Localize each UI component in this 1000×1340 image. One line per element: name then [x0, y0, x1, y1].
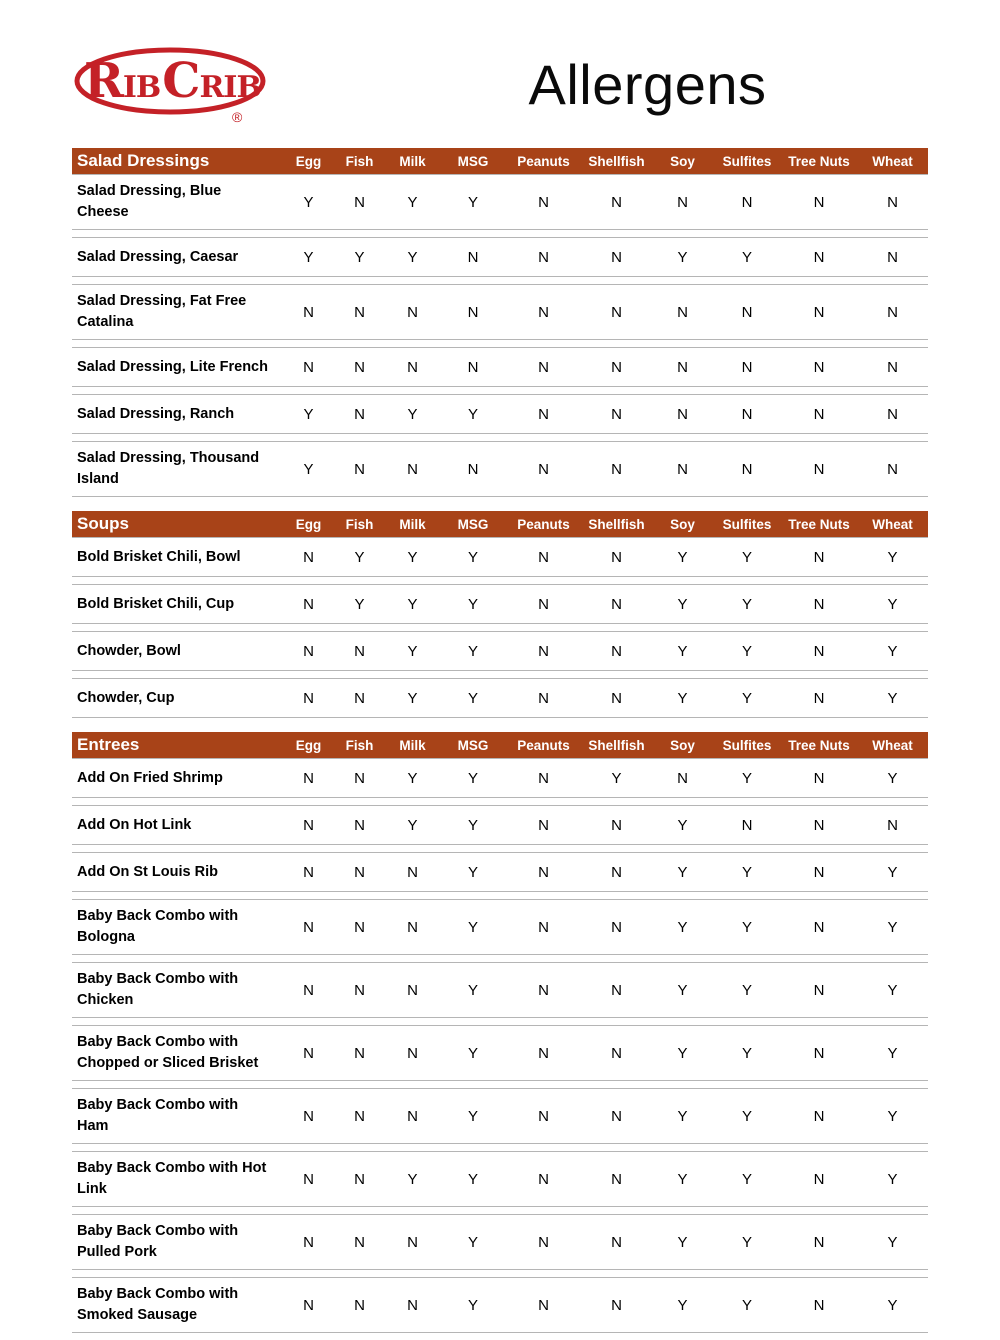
column-header-sulfites: Sulfites — [722, 737, 772, 753]
allergen-value: N — [611, 1107, 622, 1125]
logo-text: RIBCRIB — [84, 52, 261, 109]
allergen-value: N — [538, 303, 549, 321]
column-header-soy: Soy — [670, 153, 695, 169]
column-header-wheat: Wheat — [872, 737, 913, 753]
allergen-value: Y — [407, 248, 418, 266]
item-name: Bold Brisket Chili, Bowl — [77, 548, 241, 565]
table-row — [72, 899, 928, 955]
table-row — [72, 237, 928, 277]
allergen-value: N — [407, 460, 418, 478]
allergen-value: Y — [887, 689, 898, 707]
allergen-value: N — [354, 1233, 365, 1251]
allergen-value: Y — [677, 689, 688, 707]
allergen-value: N — [813, 769, 825, 787]
registered-mark: ® — [232, 108, 243, 125]
column-header-milk: Milk — [399, 153, 426, 169]
column-header-wheat: Wheat — [872, 153, 913, 169]
section-header — [72, 732, 928, 758]
allergen-table — [72, 148, 928, 1333]
allergen-value: N — [407, 1044, 418, 1062]
allergen-value: Y — [887, 595, 898, 613]
allergen-value: Y — [303, 193, 314, 211]
allergen-value: Y — [467, 1107, 478, 1125]
allergen-value: N — [677, 358, 688, 376]
item-name: Baby Back Combo with Hot Link — [77, 1160, 267, 1198]
allergen-value: Y — [407, 595, 418, 613]
allergen-value: N — [813, 358, 825, 376]
column-header-tree-nuts: Tree Nuts — [788, 153, 850, 169]
column-header-msg: MSG — [457, 153, 489, 169]
table-row — [72, 631, 928, 671]
column-header-sulfites: Sulfites — [722, 153, 772, 169]
allergen-value: N — [677, 193, 688, 211]
allergen-value: N — [741, 193, 753, 211]
allergen-value: Y — [467, 863, 478, 881]
allergen-value: Y — [887, 1170, 898, 1188]
table-row — [72, 1151, 928, 1207]
column-header-fish: Fish — [345, 153, 374, 169]
column-header-shellfish: Shellfish — [588, 516, 645, 532]
allergen-value: N — [407, 1233, 418, 1251]
allergen-value: N — [813, 595, 825, 613]
allergen-value: N — [303, 303, 314, 321]
column-header-fish: Fish — [345, 737, 374, 753]
column-header-peanuts: Peanuts — [517, 516, 570, 532]
allergen-value: N — [813, 918, 825, 936]
allergen-value: N — [467, 248, 479, 266]
allergen-value: N — [303, 595, 314, 613]
allergen-value: N — [538, 769, 549, 787]
table-row — [72, 758, 928, 798]
item-name: Baby Back Combo with Chopped or Sliced Brisket — [77, 1034, 259, 1072]
section-title: Salad Dressings — [77, 151, 210, 170]
allergen-value: N — [538, 460, 549, 478]
item-name: Add On St Louis Rib — [77, 863, 218, 880]
allergen-value: Y — [354, 248, 365, 266]
allergen-value: N — [354, 981, 365, 999]
allergen-value: Y — [677, 1233, 688, 1251]
allergen-value: N — [611, 981, 622, 999]
allergen-value: N — [813, 405, 825, 423]
allergen-value: N — [303, 918, 314, 936]
page-header — [72, 34, 928, 134]
allergen-value: N — [538, 816, 549, 834]
allergen-value: Y — [741, 548, 752, 566]
allergen-value: Y — [741, 1107, 752, 1125]
ribcrib-logo — [72, 37, 277, 132]
allergen-value: N — [611, 863, 622, 881]
allergen-value: Y — [677, 1044, 688, 1062]
allergen-value: Y — [677, 595, 688, 613]
allergen-value: N — [538, 405, 549, 423]
allergen-value: Y — [467, 816, 478, 834]
allergen-value: N — [303, 1170, 314, 1188]
section-title: Soups — [77, 514, 129, 534]
table-row — [72, 584, 928, 624]
allergen-value: N — [611, 248, 622, 266]
allergen-value: Y — [467, 918, 478, 936]
allergen-value: N — [538, 548, 549, 566]
allergen-value: N — [354, 1170, 365, 1188]
allergen-value: N — [611, 1296, 622, 1314]
allergen-value: Y — [741, 1233, 752, 1251]
allergen-value: Y — [407, 405, 418, 423]
allergen-value: N — [611, 548, 622, 566]
allergen-value: N — [407, 863, 418, 881]
column-header-peanuts: Peanuts — [517, 737, 570, 753]
allergen-value: N — [813, 460, 825, 478]
allergen-value: Y — [303, 405, 314, 423]
table-row — [72, 347, 928, 387]
allergen-value: Y — [741, 642, 752, 660]
allergen-value: N — [303, 816, 314, 834]
item-name: Baby Back Combo with Pulled Pork — [77, 1223, 239, 1261]
allergen-value: Y — [354, 595, 365, 613]
column-header-egg: Egg — [295, 153, 322, 169]
allergen-value: N — [303, 548, 314, 566]
allergen-value: Y — [887, 918, 898, 936]
allergen-value: N — [611, 1233, 622, 1251]
item-name: Chowder, Cup — [77, 689, 175, 706]
allergen-value: Y — [741, 1170, 752, 1188]
allergen-value: Y — [741, 863, 752, 881]
allergen-value: Y — [677, 863, 688, 881]
allergen-value: N — [303, 689, 314, 707]
allergen-value: N — [407, 358, 418, 376]
allergen-value: N — [354, 642, 365, 660]
column-header-wheat: Wheat — [872, 516, 913, 532]
allergen-value: N — [611, 642, 622, 660]
column-header-egg: Egg — [295, 737, 322, 753]
allergen-value: Y — [407, 816, 418, 834]
allergen-value: N — [813, 689, 825, 707]
allergen-value: N — [677, 405, 688, 423]
column-header-fish: Fish — [345, 516, 374, 532]
allergen-value: Y — [741, 595, 752, 613]
allergen-value: Y — [741, 1296, 752, 1314]
allergen-value: N — [354, 918, 365, 936]
ribcrib-logo-icon — [72, 37, 272, 127]
item-name: Salad Dressing, Fat Free Catalina — [77, 293, 247, 331]
section-title: Entrees — [77, 735, 140, 755]
allergen-value: Y — [467, 981, 478, 999]
allergen-value: N — [741, 816, 753, 834]
allergen-value: N — [887, 193, 898, 211]
allergen-value: N — [611, 689, 622, 707]
allergen-value: Y — [887, 1044, 898, 1062]
allergen-value: N — [303, 642, 314, 660]
allergen-value: N — [813, 303, 825, 321]
allergen-value: N — [538, 358, 549, 376]
allergen-value: N — [813, 1233, 825, 1251]
column-header-soy: Soy — [670, 737, 695, 753]
allergen-value: Y — [467, 405, 478, 423]
allergen-value: Y — [467, 1044, 478, 1062]
allergen-value: N — [813, 548, 825, 566]
table-row — [72, 962, 928, 1018]
allergen-value: N — [611, 358, 622, 376]
allergen-value: Y — [407, 193, 418, 211]
allergen-value: Y — [467, 642, 478, 660]
allergen-value: Y — [677, 918, 688, 936]
allergen-value: N — [611, 193, 622, 211]
allergen-value: N — [813, 1296, 825, 1314]
allergen-value: N — [677, 303, 688, 321]
column-header-soy: Soy — [670, 516, 695, 532]
allergen-value: N — [303, 981, 314, 999]
allergen-value: Y — [407, 689, 418, 707]
allergen-value: Y — [741, 689, 752, 707]
allergen-value: N — [741, 303, 753, 321]
allergen-value: Y — [741, 1044, 752, 1062]
allergen-value: N — [303, 769, 314, 787]
item-name: Baby Back Combo with Bologna — [77, 908, 239, 946]
allergen-value: Y — [303, 460, 314, 478]
allergen-value: N — [611, 918, 622, 936]
allergen-value: N — [354, 193, 365, 211]
allergen-value: Y — [467, 193, 478, 211]
item-name: Salad Dressing, Thousand Island — [77, 450, 260, 488]
allergen-value: Y — [611, 769, 622, 787]
item-name: Chowder, Bowl — [77, 642, 181, 659]
allergen-value: N — [611, 460, 622, 478]
allergen-value: N — [303, 863, 314, 881]
allergen-value: N — [303, 358, 314, 376]
allergen-value: Y — [677, 1296, 688, 1314]
allergen-value: N — [813, 642, 825, 660]
table-row — [72, 805, 928, 845]
allergen-value: Y — [677, 981, 688, 999]
allergen-value: N — [303, 1233, 314, 1251]
section-header — [72, 148, 928, 174]
allergen-value: N — [611, 1044, 622, 1062]
allergen-value: N — [354, 303, 365, 321]
column-header-tree-nuts: Tree Nuts — [788, 737, 850, 753]
item-name: Baby Back Combo with Smoked Sausage — [77, 1286, 239, 1324]
allergen-value: N — [407, 1296, 418, 1314]
column-header-msg: MSG — [457, 737, 489, 753]
table-row — [72, 852, 928, 892]
item-name: Add On Fried Shrimp — [77, 769, 223, 786]
allergen-value: N — [354, 460, 365, 478]
column-header-shellfish: Shellfish — [588, 737, 645, 753]
allergen-value: N — [538, 1233, 549, 1251]
allergen-value: N — [813, 1107, 825, 1125]
allergen-value: Y — [467, 769, 478, 787]
allergen-value: N — [354, 1107, 365, 1125]
allergen-value: Y — [467, 548, 478, 566]
allergen-value: Y — [887, 769, 898, 787]
allergen-value: N — [354, 816, 365, 834]
table-row — [72, 1214, 928, 1270]
column-header-peanuts: Peanuts — [517, 153, 570, 169]
allergen-value: N — [887, 248, 898, 266]
section-soups — [72, 511, 928, 718]
allergen-value: Y — [741, 769, 752, 787]
table-row — [72, 678, 928, 718]
allergen-value: N — [611, 595, 622, 613]
item-name: Salad Dressing, Caesar — [77, 248, 239, 265]
allergen-value: N — [538, 1170, 549, 1188]
allergen-value: N — [467, 303, 479, 321]
allergen-value: N — [741, 405, 753, 423]
column-header-milk: Milk — [399, 737, 426, 753]
allergen-value: Y — [677, 816, 688, 834]
allergen-value: Y — [354, 548, 365, 566]
allergen-value: N — [354, 769, 365, 787]
section-salad-dressings — [72, 148, 928, 497]
allergen-value: N — [813, 248, 825, 266]
allergen-value: N — [354, 405, 365, 423]
column-header-tree-nuts: Tree Nuts — [788, 516, 850, 532]
table-row — [72, 284, 928, 340]
allergen-value: Y — [467, 595, 478, 613]
item-name: Baby Back Combo with Chicken — [77, 971, 239, 1009]
allergen-value: N — [407, 918, 418, 936]
allergen-value: Y — [407, 1170, 418, 1188]
allergen-value: N — [538, 1107, 549, 1125]
item-name: Add On Hot Link — [77, 816, 192, 833]
allergen-value: Y — [677, 248, 688, 266]
allergen-value: N — [303, 1296, 314, 1314]
allergen-value: N — [538, 595, 549, 613]
allergen-value: N — [354, 358, 365, 376]
allergen-value: Y — [887, 548, 898, 566]
allergen-value: N — [538, 642, 549, 660]
allergen-value: N — [813, 1044, 825, 1062]
allergen-value: N — [887, 358, 898, 376]
allergen-value: N — [407, 981, 418, 999]
allergen-value: N — [813, 193, 825, 211]
allergen-value: Y — [467, 1296, 478, 1314]
allergen-value: Y — [677, 642, 688, 660]
allergen-value: Y — [407, 769, 418, 787]
column-header-sulfites: Sulfites — [722, 516, 772, 532]
allergen-value: N — [538, 1296, 549, 1314]
allergen-value: N — [887, 303, 898, 321]
allergen-value: N — [407, 1107, 418, 1125]
allergen-value: Y — [677, 1107, 688, 1125]
allergen-value: N — [538, 981, 549, 999]
allergen-value: N — [741, 358, 753, 376]
allergen-value: Y — [887, 1233, 898, 1251]
allergen-value: N — [354, 863, 365, 881]
table-row — [72, 441, 928, 497]
allergen-value: N — [467, 460, 479, 478]
section-entrees — [72, 732, 928, 1333]
allergen-value: N — [813, 816, 825, 834]
allergen-value: N — [611, 1170, 622, 1188]
allergen-value: N — [813, 863, 825, 881]
allergen-value: Y — [467, 689, 478, 707]
allergen-value: Y — [303, 248, 314, 266]
allergen-value: N — [677, 769, 688, 787]
allergen-value: Y — [741, 981, 752, 999]
allergen-value: Y — [467, 1170, 478, 1188]
allergen-value: Y — [887, 642, 898, 660]
allergen-value: N — [887, 816, 898, 834]
table-row — [72, 394, 928, 434]
allergen-value: Y — [677, 1170, 688, 1188]
allergen-value: Y — [741, 248, 752, 266]
table-row — [72, 174, 928, 230]
allergen-value: N — [354, 689, 365, 707]
column-header-msg: MSG — [457, 516, 489, 532]
table-row — [72, 1088, 928, 1144]
column-header-egg: Egg — [295, 516, 322, 532]
allergen-value: N — [611, 405, 622, 423]
allergen-value: N — [303, 1107, 314, 1125]
allergen-value: Y — [887, 1296, 898, 1314]
item-name: Salad Dressing, Ranch — [77, 405, 235, 422]
allergen-value: N — [538, 193, 549, 211]
allergen-value: N — [303, 1044, 314, 1062]
allergen-value: N — [407, 303, 418, 321]
table-row — [72, 1277, 928, 1333]
allergens-page — [72, 0, 928, 1333]
allergen-value: N — [538, 863, 549, 881]
item-name: Baby Back Combo with Ham — [77, 1097, 239, 1135]
allergen-value: N — [354, 1044, 365, 1062]
item-name: Bold Brisket Chili, Cup — [77, 595, 235, 612]
allergen-value: Y — [887, 981, 898, 999]
allergen-value: N — [538, 918, 549, 936]
allergen-value: N — [813, 1170, 825, 1188]
column-header-shellfish: Shellfish — [588, 153, 645, 169]
column-header-milk: Milk — [399, 516, 426, 532]
allergen-value: N — [677, 460, 688, 478]
table-row — [72, 537, 928, 577]
allergen-value: N — [467, 358, 479, 376]
allergen-value: Y — [887, 1107, 898, 1125]
table-row — [72, 1025, 928, 1081]
allergen-value: N — [887, 405, 898, 423]
allergen-value: N — [538, 1044, 549, 1062]
section-header — [72, 511, 928, 537]
allergen-value: N — [354, 1296, 365, 1314]
allergen-value: Y — [467, 1233, 478, 1251]
allergen-value: N — [887, 460, 898, 478]
allergen-value: Y — [407, 548, 418, 566]
allergen-value: Y — [677, 548, 688, 566]
item-name: Salad Dressing, Blue Cheese — [77, 183, 222, 221]
allergen-value: N — [611, 816, 622, 834]
allergen-value: N — [538, 248, 549, 266]
allergen-value: N — [538, 689, 549, 707]
page-title: Allergens — [528, 52, 767, 116]
allergen-value: N — [611, 303, 622, 321]
allergen-value: N — [741, 460, 753, 478]
allergen-value: N — [813, 981, 825, 999]
item-name: Salad Dressing, Lite French — [77, 358, 268, 375]
allergen-value: Y — [887, 863, 898, 881]
allergen-value: Y — [741, 918, 752, 936]
allergen-value: Y — [407, 642, 418, 660]
